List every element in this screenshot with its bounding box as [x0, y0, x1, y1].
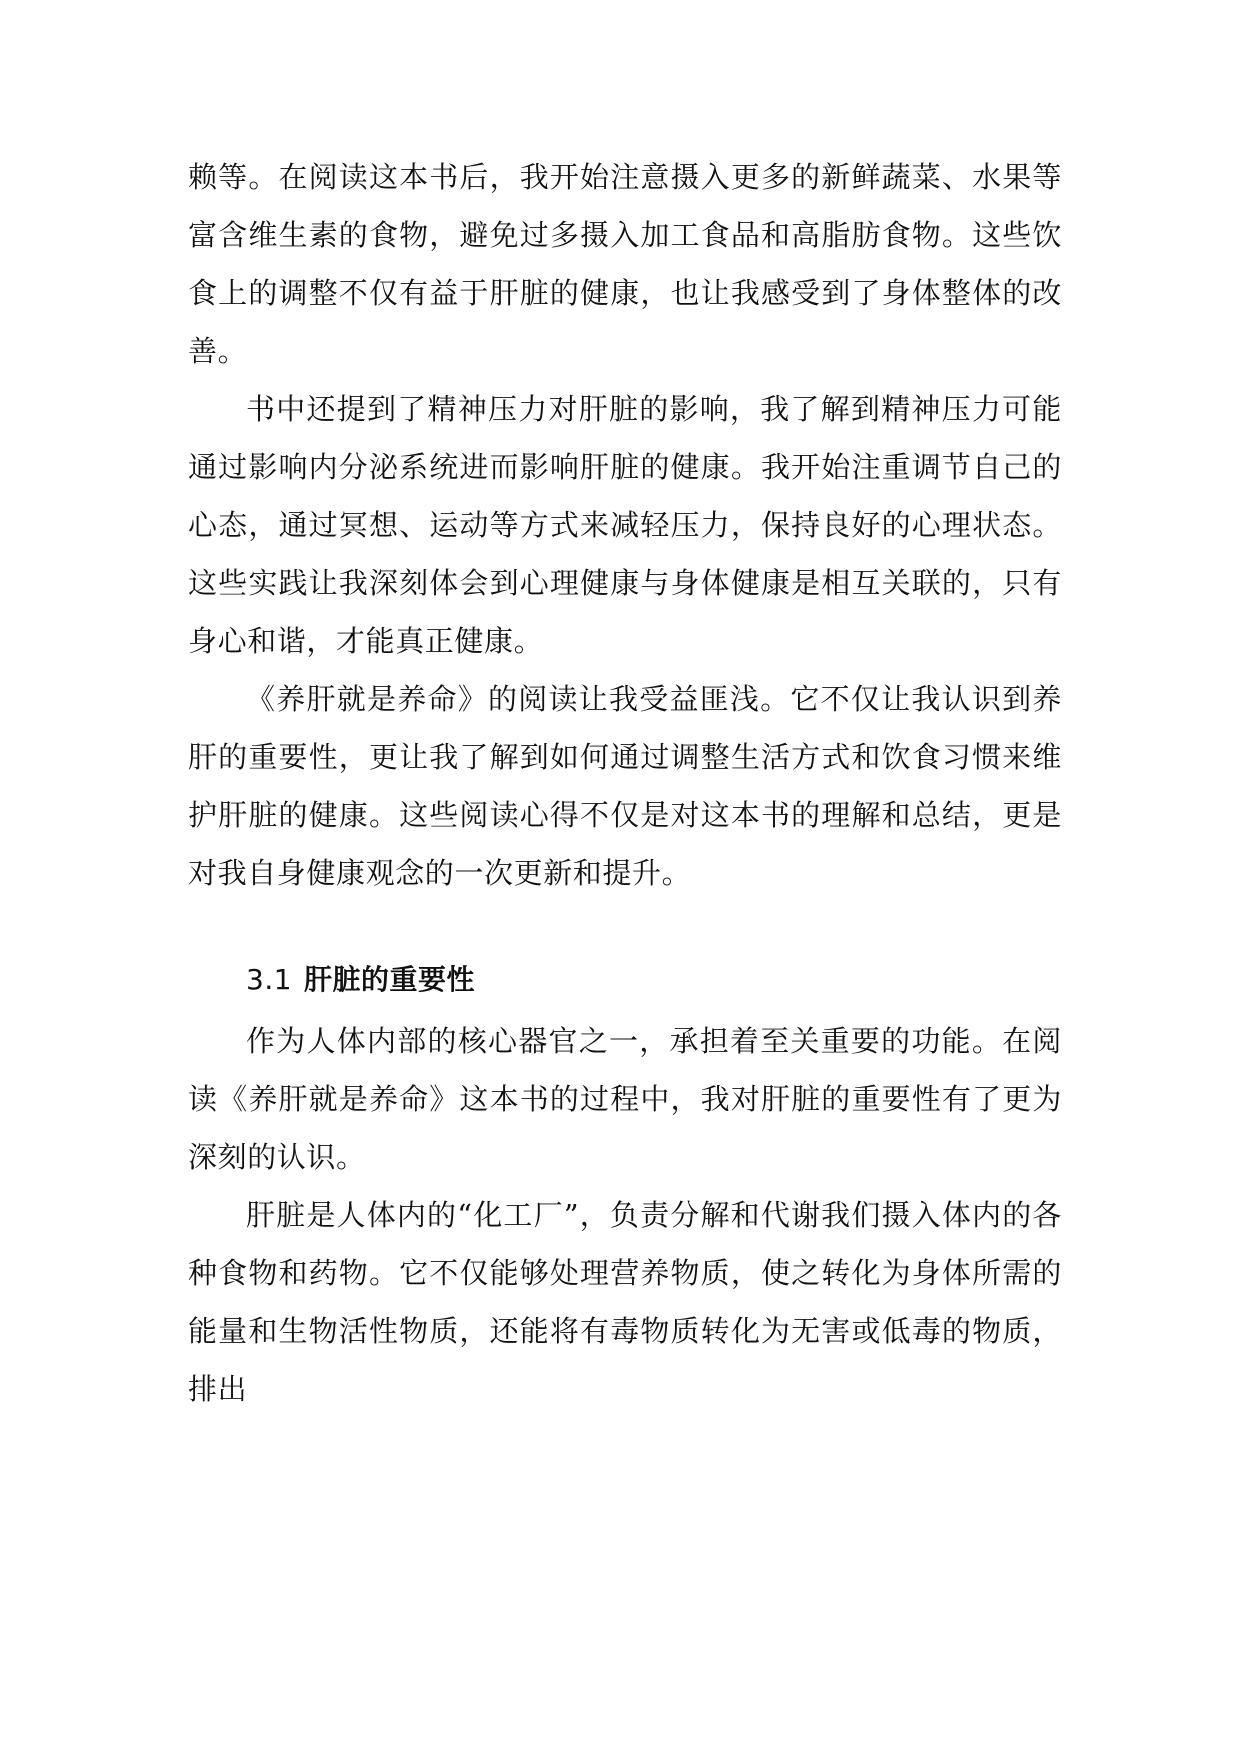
paragraph-reading-summary: 《养肝就是养命》的阅读让我受益匪浅。它不仅让我认识到养肝的重要性，更让我了解到如何通过调整生活方式和饮食习惯来维护肝脏的健康。这些阅读心得不仅是对这本书的理解和总结，更是对我自身健康观念的一次更新和提升。: [188, 682, 1062, 890]
document-body: [188, 148, 1062, 1418]
section-title: 肝脏的重要性: [304, 963, 476, 996]
section-heading: [188, 954, 1062, 1006]
paragraph-mental-stress: 书中还提到了精神压力对肝脏的影响，我了解到精神压力可能通过影响内分泌系统进而影响肝脏的健康。我开始注重调节自己的心态，通过冥想、运动等方式来减轻压力，保持良好的心理状态。这些实践让我深刻体会到心理健康与身体健康是相互关联的，只有身心和谐，才能真正健康。: [188, 392, 1062, 658]
section-number: 3.1: [246, 963, 293, 996]
paragraph-liver-core-organ: 作为人体内部的核心器官之一，承担着至关重要的功能。在阅读《养肝就是养命》这本书的过程中，我对肝脏的重要性有了更为深刻的认识。: [188, 1024, 1062, 1174]
paragraph-liver-chemical-factory: 肝脏是人体内的“化工厂”，负责分解和代谢我们摄入体内的各种食物和药物。它不仅能够处理营养物质，使之转化为身体所需的能量和生物活性物质，还能将有毒物质转化为无害或低毒的物质，排出: [188, 1198, 1062, 1406]
paragraph-continued-diet: 赖等。在阅读这本书后，我开始注意摄入更多的新鲜蔬菜、水果等富含维生素的食物，避免过多摄入加工食品和高脂肪食物。这些饮食上的调整不仅有益于肝脏的健康，也让我感受到了身体整体的改善。: [188, 160, 1062, 368]
